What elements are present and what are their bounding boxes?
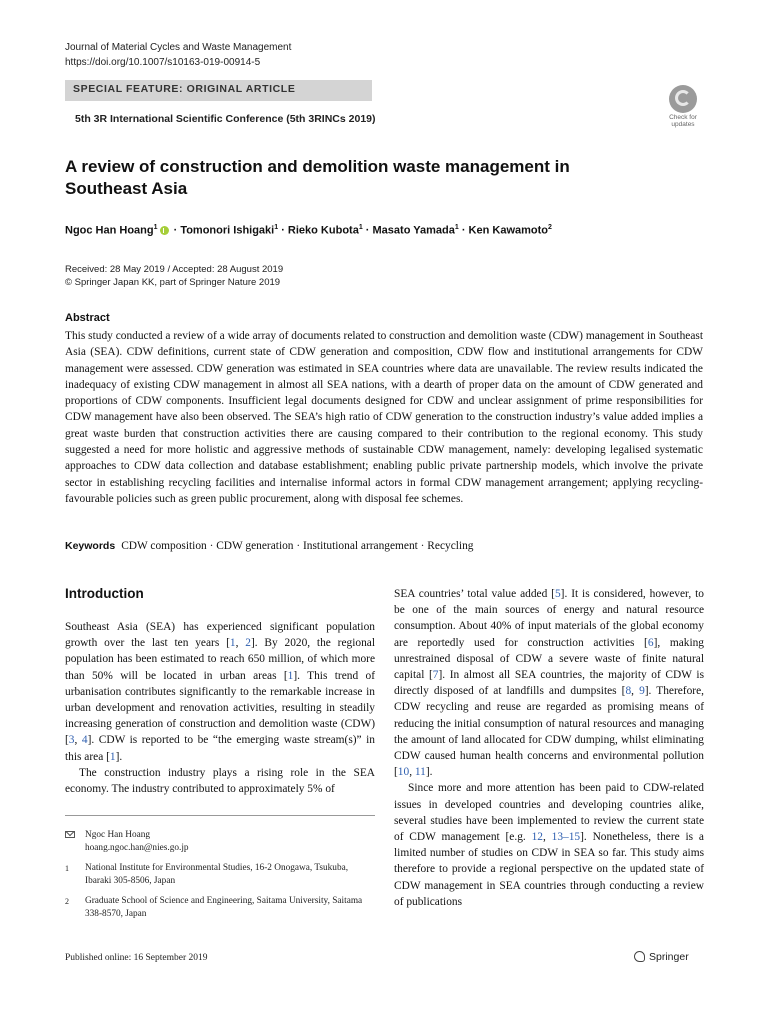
footnote-divider	[65, 815, 375, 816]
orcid-icon[interactable]	[160, 226, 169, 235]
article-dates	[65, 263, 283, 289]
citation-link[interactable]: 12	[531, 831, 543, 844]
conference-name: 5th 3R International Scientific Conference (5th 3RINCs 2019)	[75, 113, 376, 125]
author-separator: ·	[170, 224, 181, 237]
text-run: ,	[235, 637, 246, 650]
citation-link[interactable]: 1	[229, 637, 236, 650]
text-run: ]. By 2020, the regional population has been estimated to reach 650 million, of which more than 50% will be located in urban areas [	[65, 637, 375, 682]
journal-name: Journal of Material Cycles and Waste Management	[65, 42, 292, 53]
text-run: ,	[542, 831, 552, 844]
doi-link[interactable]: https://doi.org/10.1007/s10163-019-00914-5	[65, 57, 261, 68]
author-name[interactable]: Rieko Kubota	[287, 224, 359, 237]
feature-banner	[65, 80, 372, 101]
check-for-updates-button[interactable]	[664, 85, 702, 128]
citation-link[interactable]: 4	[81, 734, 88, 747]
abstract-text: This study conducted a review of a wide array of documents related to construction and demolition waste (CDW) management in Southeast Asia (SEA). CDW definitions, current state of CDW generation and composition, CDW flow and institutional arrangements for CDW management were assessed. CDW generation was estimated in SEA countries where data are unavailable. The review results indicated the inadequacy of existing CDW management in almost all SEA nations, with a dearth of proper data on the amount of CDW generated and proportions of CDW components. Insufficient legal documents designed for CDW and unclear assignment of prime responsibilities for CDW management have also been observed. The SEA’s high ratio of CDW generation to the construction industry’s value added implies a great waste burden that construction activities there are causing compared to their contribution to the regional economy. This study suggested a need for more holistic and aggressive methods of sustainable CDW management, namely: developing legalised systematic approaches to CDW data collection and database establishment; enabling public private partnership models, which involve the private sector in establishing recycling facilities and internalise informal actors in formal CDW management arrangement; applying recycling-favourable policies such as green public procurement, along with disposal fee schemes.	[65, 330, 703, 505]
citation-link[interactable]: 6	[647, 636, 654, 649]
text-run: ,	[409, 766, 415, 779]
text-run: ]. CDW is reported to be “the emerging waste stream(s)” in this area [	[65, 734, 375, 763]
journal-header	[65, 40, 291, 70]
article-title: A review of construction and demolition waste management in Southeast Asia	[65, 157, 570, 198]
author-affiliation-mark: 2	[548, 224, 552, 231]
citation-link[interactable]: 5	[554, 588, 561, 600]
feature-label: SPECIAL FEATURE: ORIGINAL ARTICLE	[73, 83, 296, 95]
text-run: ].	[425, 766, 433, 779]
corresponding-author	[65, 829, 375, 855]
author-separator: ·	[278, 224, 288, 237]
text-run: ]. This trend of urbanisation contributes significantly to the remarkable increase in urban development and renovation activities, resulting in steadily increasing generation of construction and demolition waste (CDW) [	[65, 669, 375, 747]
abstract-heading: Abstract	[65, 312, 110, 324]
intro-paragraph-1	[65, 619, 375, 765]
citation-link[interactable]: 3	[68, 734, 75, 747]
intro-paragraph-4	[394, 780, 704, 910]
section-heading-introduction: Introduction	[65, 586, 144, 601]
citation-link[interactable]: 2	[245, 637, 251, 650]
author-separator: ·	[362, 224, 373, 237]
citation-link[interactable]: 13–15	[551, 831, 581, 844]
intro-paragraph-3	[394, 586, 704, 780]
text-run: ,	[74, 734, 82, 747]
text-run: The construction industry plays a rising role in the SEA economy. The industry contributed to approximately 5% of	[65, 766, 375, 796]
right-column	[394, 586, 704, 910]
keywords-text: CDW composition · CDW generation · Institutional arrangement · Recycling	[121, 540, 474, 552]
publisher-name: Springer	[649, 951, 689, 963]
author-name[interactable]: Ken Kawamoto	[468, 224, 549, 237]
author-name[interactable]: Tomonori Ishigaki	[180, 224, 275, 237]
author-name[interactable]: Ngoc Han Hoang	[65, 224, 154, 237]
text-run: ,	[631, 685, 640, 698]
keywords	[65, 540, 473, 552]
text-run: ]. Nonetheless, there is a limited number of studies on CDW in SEA so far. This study aims therefore to provide a regional perspective on the updated state of CDW management in SEA countries through conducting a review of publications	[394, 831, 704, 908]
text-run: ]. In almost all SEA countries, the majority of CDW is directly disposed of at landfills and dumpsites [	[394, 669, 705, 698]
copyright: © Springer Japan KK, part of Springer Nature 2019	[65, 277, 281, 288]
citation-link[interactable]: 7	[432, 669, 439, 682]
envelope-icon	[65, 829, 75, 842]
text-run: Since more and more attention has been paid to CDW-related issues in developed countries and developing countries alike, several studies have been implemented to review the current state of CDW management [e.g.	[394, 782, 704, 844]
footnotes	[65, 829, 375, 928]
text-run: Southeast Asia (SEA) has experienced significant population growth over the last ten years [	[65, 621, 375, 650]
author-name[interactable]: Masato Yamada	[372, 224, 455, 237]
affiliation-1-text: National Institute for Environmental Studies, 16-2 Onogawa, Tsukuba, Ibaraki 305-8506, Japan	[85, 863, 349, 886]
text-run: ]. Therefore, CDW recycling and reuse are regarded as promising means of reducing the initial consumption of natural resources and managing the amount of land allocated for CDW dumping, whilst eliminating CDW caused human health concerns and environmental pollution [	[394, 685, 704, 779]
citation-link[interactable]: 11	[414, 766, 426, 779]
intro-paragraph-2	[65, 765, 375, 797]
corresponding-email[interactable]: hoang.ngoc.han@nies.go.jp	[85, 843, 189, 853]
citation-link[interactable]: 1	[287, 669, 294, 682]
received-accepted: Received: 28 May 2019 / Accepted: 28 August 2019	[65, 264, 284, 275]
citation-link[interactable]: 10	[397, 766, 410, 779]
citation-link[interactable]: 1	[109, 750, 116, 763]
springer-horse-icon	[634, 951, 645, 962]
text-run: ], making unrestrained disposal of CDW a severe waste of finite natural capital [	[394, 636, 704, 682]
check-updates-line1: Check for	[669, 114, 697, 121]
author-list	[65, 224, 552, 237]
affiliation-2	[65, 895, 375, 921]
author-affiliation-mark: 1	[153, 224, 158, 231]
author-affiliation-mark: 1	[454, 224, 459, 231]
text-run: ].	[115, 750, 123, 763]
affiliation-2-mark: 2	[65, 897, 69, 906]
check-for-updates-icon	[669, 85, 697, 113]
affiliation-2-text: Graduate School of Science and Engineering, Saitama University, Saitama 338-8570, Japan	[85, 896, 363, 919]
check-updates-line2: updates	[671, 121, 695, 128]
affiliation-1-mark: 1	[65, 864, 69, 873]
publisher-logo	[634, 951, 689, 963]
corresponding-name: Ngoc Han Hoang	[85, 830, 151, 840]
text-run: ]. It is considered, however, to be one of the main sources of energy and natural resource consumption. About 40% of input materials of the global economy are reportedly used for construction activities [	[394, 588, 704, 649]
author-affiliation-mark: 1	[274, 224, 279, 231]
text-run: SEA countries’ total value added [	[394, 588, 555, 600]
citation-link[interactable]: 8	[625, 685, 632, 698]
author-affiliation-mark: 1	[358, 224, 363, 231]
citation-link[interactable]: 9	[639, 685, 645, 698]
affiliation-1	[65, 862, 375, 888]
published-date: Published online: 16 September 2019	[65, 953, 208, 963]
keywords-label: Keywords	[65, 540, 116, 552]
left-column	[65, 619, 375, 797]
author-separator: ·	[458, 224, 469, 237]
